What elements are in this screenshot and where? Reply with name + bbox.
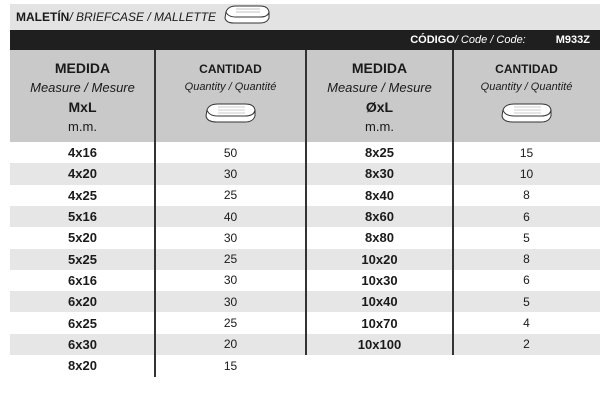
right-quantity-cell: 4 xyxy=(523,316,530,331)
right-quantity-cell: 6 xyxy=(523,209,530,224)
left-measure-cell: 6x25 xyxy=(68,315,97,331)
code-value: M933Z xyxy=(555,34,590,46)
right-medida: MEDIDA xyxy=(351,60,408,76)
right-measure-cell: 10x100 xyxy=(357,336,402,352)
title-translations: / BRIEFCASE / MALLETTE xyxy=(69,10,217,24)
right-measure-cell: 8x80 xyxy=(365,230,394,246)
left-quantity-cell: 30 xyxy=(223,273,238,288)
left-quantity-cell: 30 xyxy=(223,294,238,309)
left-cantidad: CANTIDAD xyxy=(199,62,262,76)
left-measure-header xyxy=(10,50,155,142)
code-bar xyxy=(10,30,600,50)
left-measure-cell: 6x30 xyxy=(68,336,97,352)
title-bar xyxy=(10,4,600,30)
left-measure-cell: 5x25 xyxy=(68,251,97,267)
left-measure-cell: 4x16 xyxy=(68,145,97,161)
right-measure-cell: 10x30 xyxy=(361,272,398,288)
right-measure-cell: 8x25 xyxy=(365,145,394,161)
column-divider xyxy=(305,50,307,355)
right-quantity-cell: 6 xyxy=(523,273,530,288)
left-measure-cell: 4x20 xyxy=(68,166,97,182)
briefcase-icon xyxy=(222,4,272,26)
left-quantity-cell: 20 xyxy=(223,337,238,352)
right-format: ØxL xyxy=(365,99,394,115)
left-measure-cell: 5x20 xyxy=(68,230,97,246)
code-label: CÓDIGO xyxy=(410,34,455,46)
title-maletin: MALETÍN xyxy=(16,10,70,24)
left-medida: MEDIDA xyxy=(54,60,111,76)
right-measure-header xyxy=(306,50,453,142)
right-measure-cell: 10x20 xyxy=(361,251,398,267)
left-measure-cell: 5x16 xyxy=(68,209,97,225)
right-quantity-cell: 8 xyxy=(523,188,530,203)
table-row xyxy=(10,355,600,376)
left-quantity-header xyxy=(157,50,304,142)
right-quantity-cell: 10 xyxy=(519,166,534,181)
left-measure-cell: 6x20 xyxy=(68,294,97,310)
box-icon xyxy=(203,101,259,125)
right-quantity-cell: 5 xyxy=(523,230,530,245)
right-quantity-header xyxy=(453,50,600,142)
right-measure-cell: 8x60 xyxy=(365,209,394,225)
left-format: MxL xyxy=(68,99,97,115)
left-quantity-cell: 40 xyxy=(223,209,238,224)
right-cantidad: CANTIDAD xyxy=(495,62,558,76)
column-divider xyxy=(452,50,454,355)
left-quantity-cell: 25 xyxy=(223,316,238,331)
left-measure-cell: 8x20 xyxy=(68,358,97,374)
right-quantity-label: Quantity / Quantité xyxy=(480,81,573,93)
column-divider xyxy=(154,50,156,377)
left-quantity-cell: 25 xyxy=(223,252,238,267)
right-quantity-cell: 5 xyxy=(523,294,530,309)
left-measure-cell: 6x16 xyxy=(68,272,97,288)
right-quantity-cell: 8 xyxy=(523,252,530,267)
right-quantity-cell: 2 xyxy=(523,337,530,352)
left-quantity-cell: 25 xyxy=(223,188,238,203)
left-quantity-cell: 50 xyxy=(223,145,238,160)
right-quantity-cell: 15 xyxy=(519,145,534,160)
right-measure-cell: 10x40 xyxy=(361,294,398,310)
code-label-translations: / Code / Code: xyxy=(454,34,526,46)
right-measure-cell: 10x70 xyxy=(361,315,398,331)
left-measure-cell: 4x25 xyxy=(68,187,97,203)
left-quantity-cell: 30 xyxy=(223,166,238,181)
left-unit: m.m. xyxy=(68,119,97,134)
left-measure-label: Measure / Mesure xyxy=(30,80,135,95)
right-measure-label: Measure / Mesure xyxy=(327,80,432,95)
box-icon xyxy=(499,101,555,125)
right-measure-cell: 8x40 xyxy=(365,187,394,203)
left-quantity-cell: 15 xyxy=(223,358,238,373)
right-measure-cell: 8x30 xyxy=(365,166,394,182)
left-quantity-cell: 30 xyxy=(223,230,238,245)
left-quantity-label: Quantity / Quantité xyxy=(184,81,277,93)
right-unit: m.m. xyxy=(365,119,394,134)
